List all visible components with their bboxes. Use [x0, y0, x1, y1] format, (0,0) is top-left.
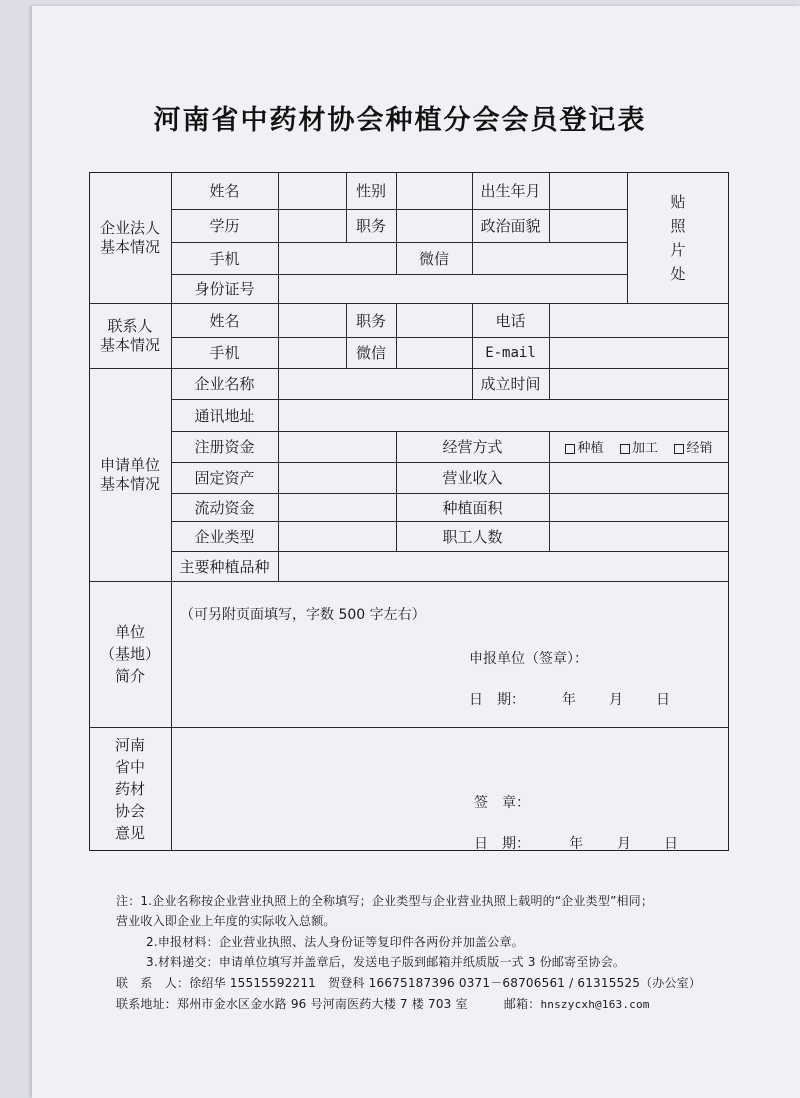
note-1a: 注：1.企业名称按企业营业执照上的全称填写；企业类型与企业营业执照上载明的“企业类型”相同； — [116, 894, 654, 908]
opinion-day: 日 — [664, 836, 678, 852]
section-label: 企业法人 — [99, 218, 160, 237]
label-fixed-assets: 固定资产 — [194, 469, 255, 487]
input-id-number[interactable] — [278, 274, 627, 303]
checkbox-icon — [674, 444, 684, 454]
photo-label: 照 — [670, 216, 686, 235]
note-1b: 营业收入即企业上年度的实际收入总额。 — [116, 914, 336, 928]
label-id-number: 身份证号 — [194, 280, 255, 298]
section-applicant — [89, 368, 171, 581]
checkbox-icon — [620, 444, 630, 454]
input-legal-name[interactable] — [278, 172, 346, 209]
section-legal-rep — [89, 172, 171, 303]
section-label: 协会 — [114, 802, 145, 820]
contact-label: 联 系 人： — [116, 976, 190, 990]
input-education[interactable] — [278, 209, 346, 242]
email-address[interactable]: hnszycxh@163.com — [540, 998, 650, 1011]
label-education: 学历 — [209, 217, 240, 235]
input-main-varieties[interactable] — [278, 551, 729, 581]
label-wechat: 微信 — [418, 249, 449, 268]
input-contact-position[interactable] — [396, 303, 472, 337]
section-label: 基本情况 — [99, 335, 160, 354]
option-label: 种植 — [577, 441, 604, 456]
label-contact-email: E-mail — [485, 344, 536, 361]
checkbox-icon — [565, 444, 575, 454]
input-employees[interactable] — [549, 521, 729, 551]
label-mobile: 手机 — [209, 249, 240, 268]
address-text: 郑州市金水区金水路 96 号河南医药大楼 7 楼 703 室 — [177, 997, 468, 1011]
opinion-textarea[interactable] — [171, 727, 729, 851]
input-planting-area[interactable] — [549, 493, 729, 521]
note-2: 2.申报材料：企业营业执照、法人身份证等复印件各两份并加盖公章。 — [146, 935, 524, 949]
intro-date-label: 日 期： — [469, 692, 525, 708]
label-founded: 成立时间 — [480, 375, 541, 393]
section-label: 河南 — [114, 736, 145, 754]
input-company-type[interactable] — [278, 521, 396, 551]
address-label: 联系地址： — [116, 997, 178, 1011]
intro-year: 年 — [562, 692, 576, 708]
label-working-capital: 流动资金 — [194, 498, 255, 517]
input-revenue[interactable] — [549, 462, 729, 493]
intro-day: 日 — [656, 692, 670, 708]
input-address[interactable] — [278, 399, 729, 431]
contact-line — [116, 974, 701, 991]
office-phone: 0371－68706561 / 61315525（办公室） — [458, 976, 702, 990]
intro-hint: （可另附页面填写，字数 500 字左右） — [180, 607, 426, 623]
option-label: 经销 — [686, 441, 713, 456]
photo-label: 处 — [670, 264, 686, 283]
input-birth[interactable] — [549, 172, 627, 209]
label-position: 职务 — [355, 217, 386, 235]
input-contact-phone[interactable] — [549, 303, 729, 337]
email-label: 邮箱： — [503, 997, 541, 1011]
intro-month: 月 — [609, 692, 623, 708]
opinion-month: 月 — [617, 836, 631, 852]
label-contact-mobile: 手机 — [209, 344, 240, 362]
label-company-type: 企业类型 — [194, 527, 255, 546]
input-position[interactable] — [396, 209, 472, 242]
intro-applicant-sign: 申报单位（签章）： — [469, 651, 588, 667]
opinion-sign: 签 章： — [474, 795, 530, 811]
label-planting-area: 种植面积 — [442, 498, 503, 517]
input-gender[interactable] — [396, 172, 472, 209]
contact-person-1: 徐绍华 15515592211 — [189, 976, 317, 990]
input-contact-email[interactable] — [549, 337, 729, 368]
label-contact-phone: 电话 — [495, 311, 526, 330]
input-contact-name[interactable] — [278, 303, 346, 337]
input-fixed-assets[interactable] — [278, 462, 396, 493]
input-company-name[interactable] — [278, 368, 472, 399]
address-line — [116, 995, 650, 1012]
section-contact — [89, 303, 171, 368]
note-3: 3.材料递交：申请单位填写并盖章后，发送电子版到邮箱并纸质版一式 3 份邮寄至协会。 — [146, 955, 626, 969]
section-label: 意见 — [114, 824, 145, 842]
label-business-mode: 经营方式 — [442, 438, 503, 456]
label-company-name: 企业名称 — [194, 375, 255, 393]
section-label: 基本情况 — [99, 474, 160, 493]
option-label: 加工 — [631, 441, 658, 456]
label-main-varieties: 主要种植品种 — [179, 557, 270, 576]
input-legal-mobile[interactable] — [278, 242, 396, 274]
option-distribution[interactable] — [674, 437, 712, 456]
photo-label: 贴 — [670, 192, 686, 211]
contact-person-2: 贺登科 16675187396 — [328, 976, 455, 990]
label-contact-name: 姓名 — [209, 311, 240, 330]
input-political[interactable] — [549, 209, 627, 242]
section-label: 单位 — [114, 623, 145, 641]
input-founded[interactable] — [549, 368, 729, 399]
label-contact-wechat: 微信 — [355, 344, 386, 362]
input-registered-capital[interactable] — [278, 431, 396, 462]
section-label: （基地） — [99, 645, 160, 663]
photo-label: 片 — [670, 240, 686, 259]
label-revenue: 营业收入 — [442, 469, 503, 487]
section-label: 申请单位 — [99, 455, 160, 474]
label-address: 通讯地址 — [194, 406, 255, 425]
section-label: 联系人 — [107, 316, 153, 335]
label-employees: 职工人数 — [442, 527, 503, 546]
section-label: 简介 — [114, 667, 145, 685]
section-label: 基本情况 — [99, 237, 160, 256]
photo-area[interactable] — [627, 172, 729, 303]
input-legal-wechat[interactable] — [472, 242, 627, 274]
opinion-year: 年 — [569, 836, 583, 852]
section-intro — [89, 581, 171, 727]
label-political: 政治面貌 — [480, 217, 541, 235]
section-opinion — [89, 727, 171, 851]
section-label: 省中 — [114, 758, 145, 776]
input-contact-wechat[interactable] — [396, 337, 472, 368]
business-mode-options — [549, 431, 729, 462]
input-working-capital[interactable] — [278, 493, 396, 521]
label-gender: 性别 — [355, 182, 386, 200]
option-planting[interactable] — [565, 437, 603, 456]
form-title: 河南省中药材协会种植分会会员登记表 — [153, 105, 647, 136]
section-label: 药材 — [114, 780, 145, 798]
label-birth: 出生年月 — [480, 182, 541, 200]
option-processing[interactable] — [620, 437, 658, 456]
opinion-date-label: 日 期： — [474, 836, 530, 852]
label-registered-capital: 注册资金 — [194, 438, 255, 456]
input-contact-mobile[interactable] — [278, 337, 346, 368]
label-name: 姓名 — [209, 182, 240, 200]
label-contact-position: 职务 — [355, 311, 386, 330]
